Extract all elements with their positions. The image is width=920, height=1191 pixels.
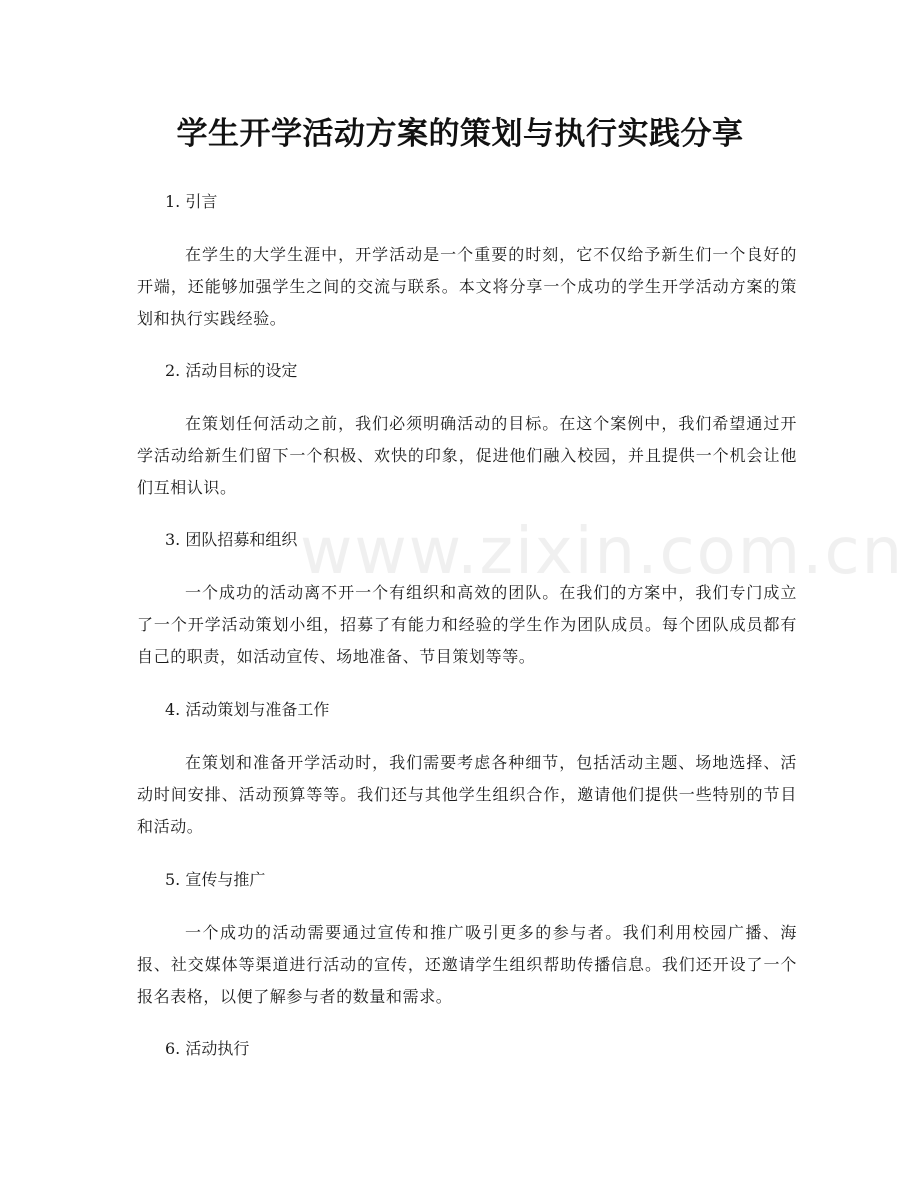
section-promotion bbox=[137, 868, 797, 1013]
watermark: www.zixin.com.cn bbox=[300, 515, 905, 589]
section-heading: 2. 活动目标的设定 bbox=[165, 361, 298, 380]
section-heading: 3. 团队招募和组织 bbox=[165, 530, 298, 549]
section-heading: 6. 活动执行 bbox=[165, 1039, 250, 1058]
section-introduction bbox=[137, 190, 797, 335]
section-heading: 4. 活动策划与准备工作 bbox=[165, 700, 330, 719]
section-planning-preparation bbox=[137, 698, 797, 843]
section-paragraph: 在策划任何活动之前，我们必须明确活动的目标。在这个案例中，我们希望通过开学活动给新生们留下一个积极、欢快的印象，促进他们融入校园，并且提供一个机会让他们互相认识。 bbox=[137, 414, 797, 497]
section-heading: 1. 引言 bbox=[165, 192, 218, 211]
section-team-recruitment bbox=[137, 528, 797, 673]
section-execution bbox=[137, 1037, 797, 1061]
section-heading: 5. 宣传与推广 bbox=[165, 870, 266, 889]
section-paragraph: 在学生的大学生涯中，开学活动是一个重要的时刻，它不仅给予新生们一个良好的开端，还能够加强学生之间的交流与联系。本文将分享一个成功的学生开学活动方案的策划和执行实践经验。 bbox=[137, 245, 797, 328]
document-title: 学生开学活动方案的策划与执行实践分享 bbox=[176, 116, 744, 152]
section-paragraph: 一个成功的活动离不开一个有组织和高效的团队。在我们的方案中，我们专门成立了一个开学活动策划小组，招募了有能力和经验的学生作为团队成员。每个团队成员都有自己的职责，如活动宣传、场地准备、节目策划等等。 bbox=[137, 583, 797, 666]
section-paragraph: 一个成功的活动需要通过宣传和推广吸引更多的参与者。我们利用校园广播、海报、社交媒体等渠道进行活动的宣传，还邀请学生组织帮助传播信息。我们还开设了一个报名表格，以便了解参与者的数量和需求。 bbox=[137, 923, 797, 1006]
section-goal-setting bbox=[137, 359, 797, 504]
section-paragraph: 在策划和准备开学活动时，我们需要考虑各种细节，包括活动主题、场地选择、活动时间安排、活动预算等等。我们还与其他学生组织合作，邀请他们提供一些特别的节目和活动。 bbox=[137, 753, 797, 836]
